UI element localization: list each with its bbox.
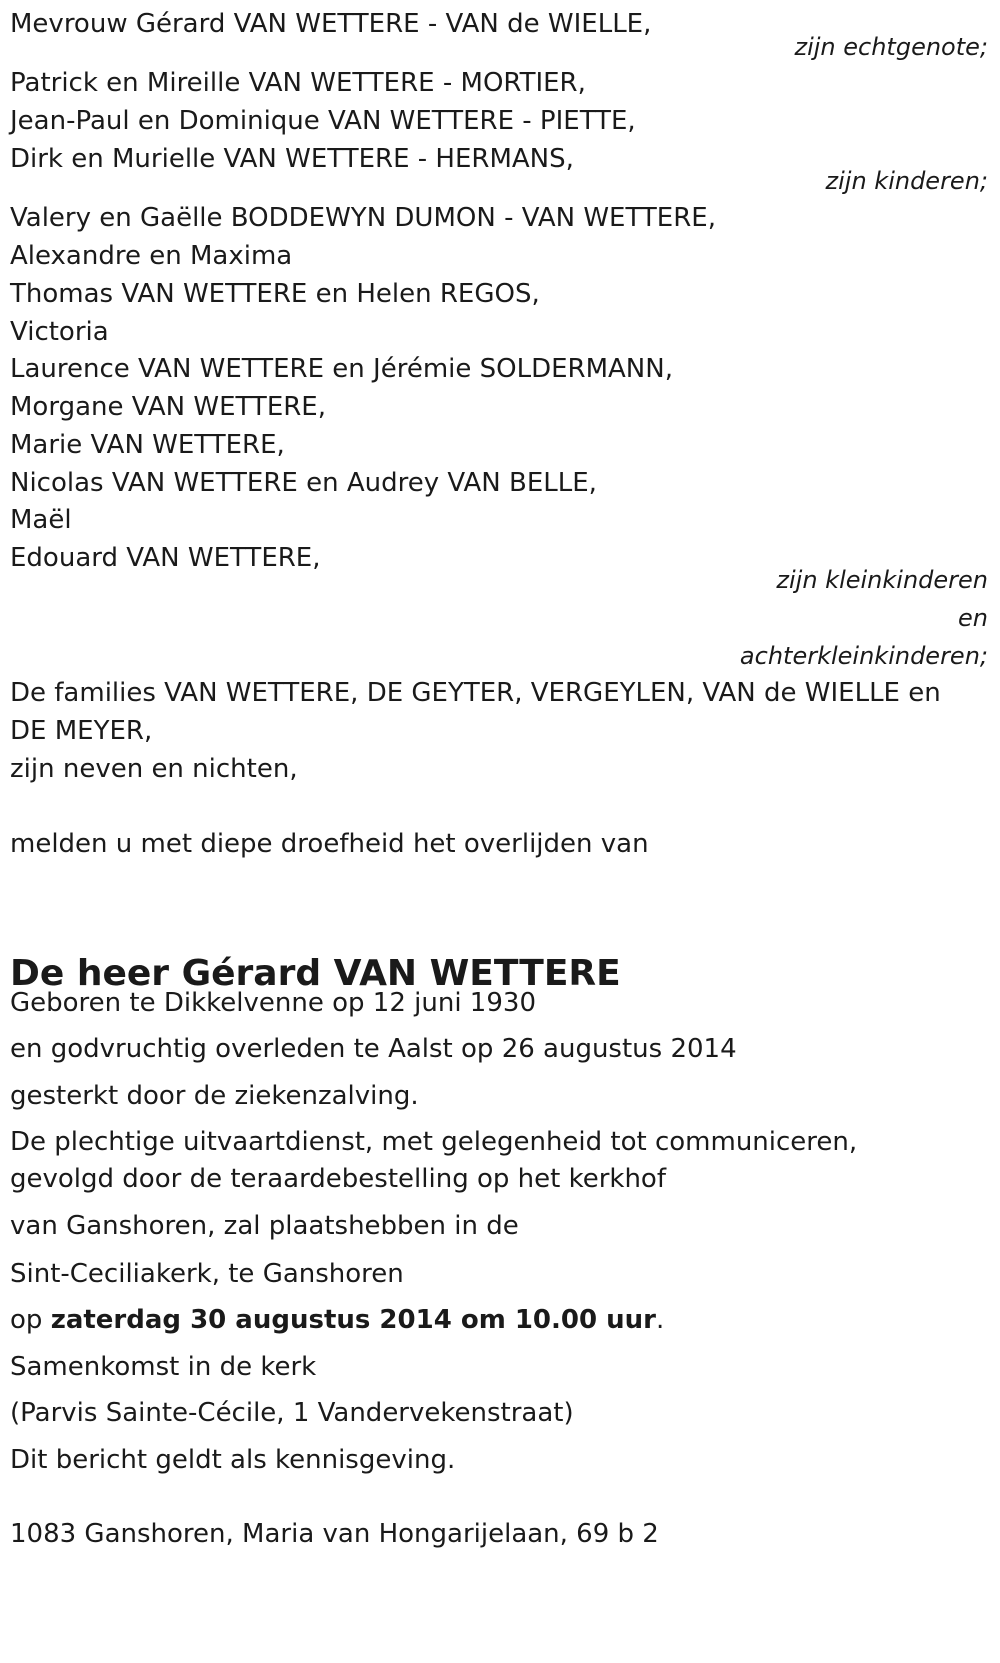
child-name: Dirk en Murielle VAN WETTERE - HERMANS, [10, 144, 574, 174]
service-date: zaterdag 30 augustus 2014 om 10.00 uur [50, 1305, 656, 1335]
families-line: zijn neven en nichten, [10, 754, 298, 784]
birth-line: Geboren te Dikkelvenne op 12 juni 1930 [10, 988, 536, 1018]
announcement-text: melden u met diepe droefheid het overlijden van [10, 829, 649, 859]
children-role: zijn kinderen; [825, 167, 988, 195]
grandchild-name: Nicolas VAN WETTERE en Audrey VAN BELLE, [10, 468, 597, 498]
notice-line: Dit bericht geldt als kennisgeving. [10, 1445, 456, 1475]
grandchild-name: Maël [10, 505, 72, 535]
grandchildren-role: zijn kleinkinderen [776, 566, 988, 594]
service-line: gevolgd door de teraardebestelling op het kerkhof [10, 1164, 666, 1194]
date-prefix: op [10, 1305, 43, 1335]
date-suffix: . [655, 1305, 665, 1335]
spouse-name: Mevrouw Gérard VAN WETTERE - VAN de WIELLE, [10, 9, 652, 39]
grandchild-name: Marie VAN WETTERE, [10, 430, 285, 460]
grandchild-name: Alexandre en Maxima [10, 241, 293, 271]
gathering-address: (Parvis Sainte-Cécile, 1 Vandervekenstraat) [10, 1398, 574, 1428]
grandchildren-role: achterkleinkinderen; [739, 642, 988, 670]
grandchild-name: Morgane VAN WETTERE, [10, 392, 326, 422]
grandchildren-role: en [958, 604, 988, 632]
spouse-role: zijn echtgenote; [794, 33, 988, 61]
grandchild-name: Edouard VAN WETTERE, [10, 543, 321, 573]
gathering-line: Samenkomst in de kerk [10, 1352, 317, 1382]
service-line: van Ganshoren, zal plaatshebben in de [10, 1211, 519, 1241]
grandchild-name: Thomas VAN WETTERE en Helen REGOS, [10, 279, 540, 309]
grandchild-name: Victoria [10, 317, 109, 347]
families-line: DE MEYER, [10, 716, 153, 746]
grandchild-name: Valery en Gaëlle BODDEWYN DUMON - VAN WETTERE, [10, 203, 716, 233]
sacrament-line: gesterkt door de ziekenzalving. [10, 1081, 419, 1111]
families-line: De families VAN WETTERE, DE GEYTER, VERGEYLEN, VAN de WIELLE en [10, 678, 941, 708]
child-name: Jean-Paul en Dominique VAN WETTERE - PIETTE, [10, 106, 636, 136]
family-address: 1083 Ganshoren, Maria van Hongarijelaan, 69 b 2 [10, 1519, 659, 1549]
deceased-name: De heer Gérard VAN WETTERE [10, 953, 621, 994]
child-name: Patrick en Mireille VAN WETTERE - MORTIER, [10, 68, 586, 98]
grandchild-name: Laurence VAN WETTERE en Jérémie SOLDERMANN, [10, 354, 673, 384]
death-line: en godvruchtig overleden te Aalst op 26 augustus 2014 [10, 1034, 737, 1064]
service-date-line [10, 1304, 664, 1336]
service-line: Sint-Ceciliakerk, te Ganshoren [10, 1259, 404, 1289]
service-line: De plechtige uitvaartdienst, met gelegenheid tot communiceren, [10, 1127, 858, 1157]
